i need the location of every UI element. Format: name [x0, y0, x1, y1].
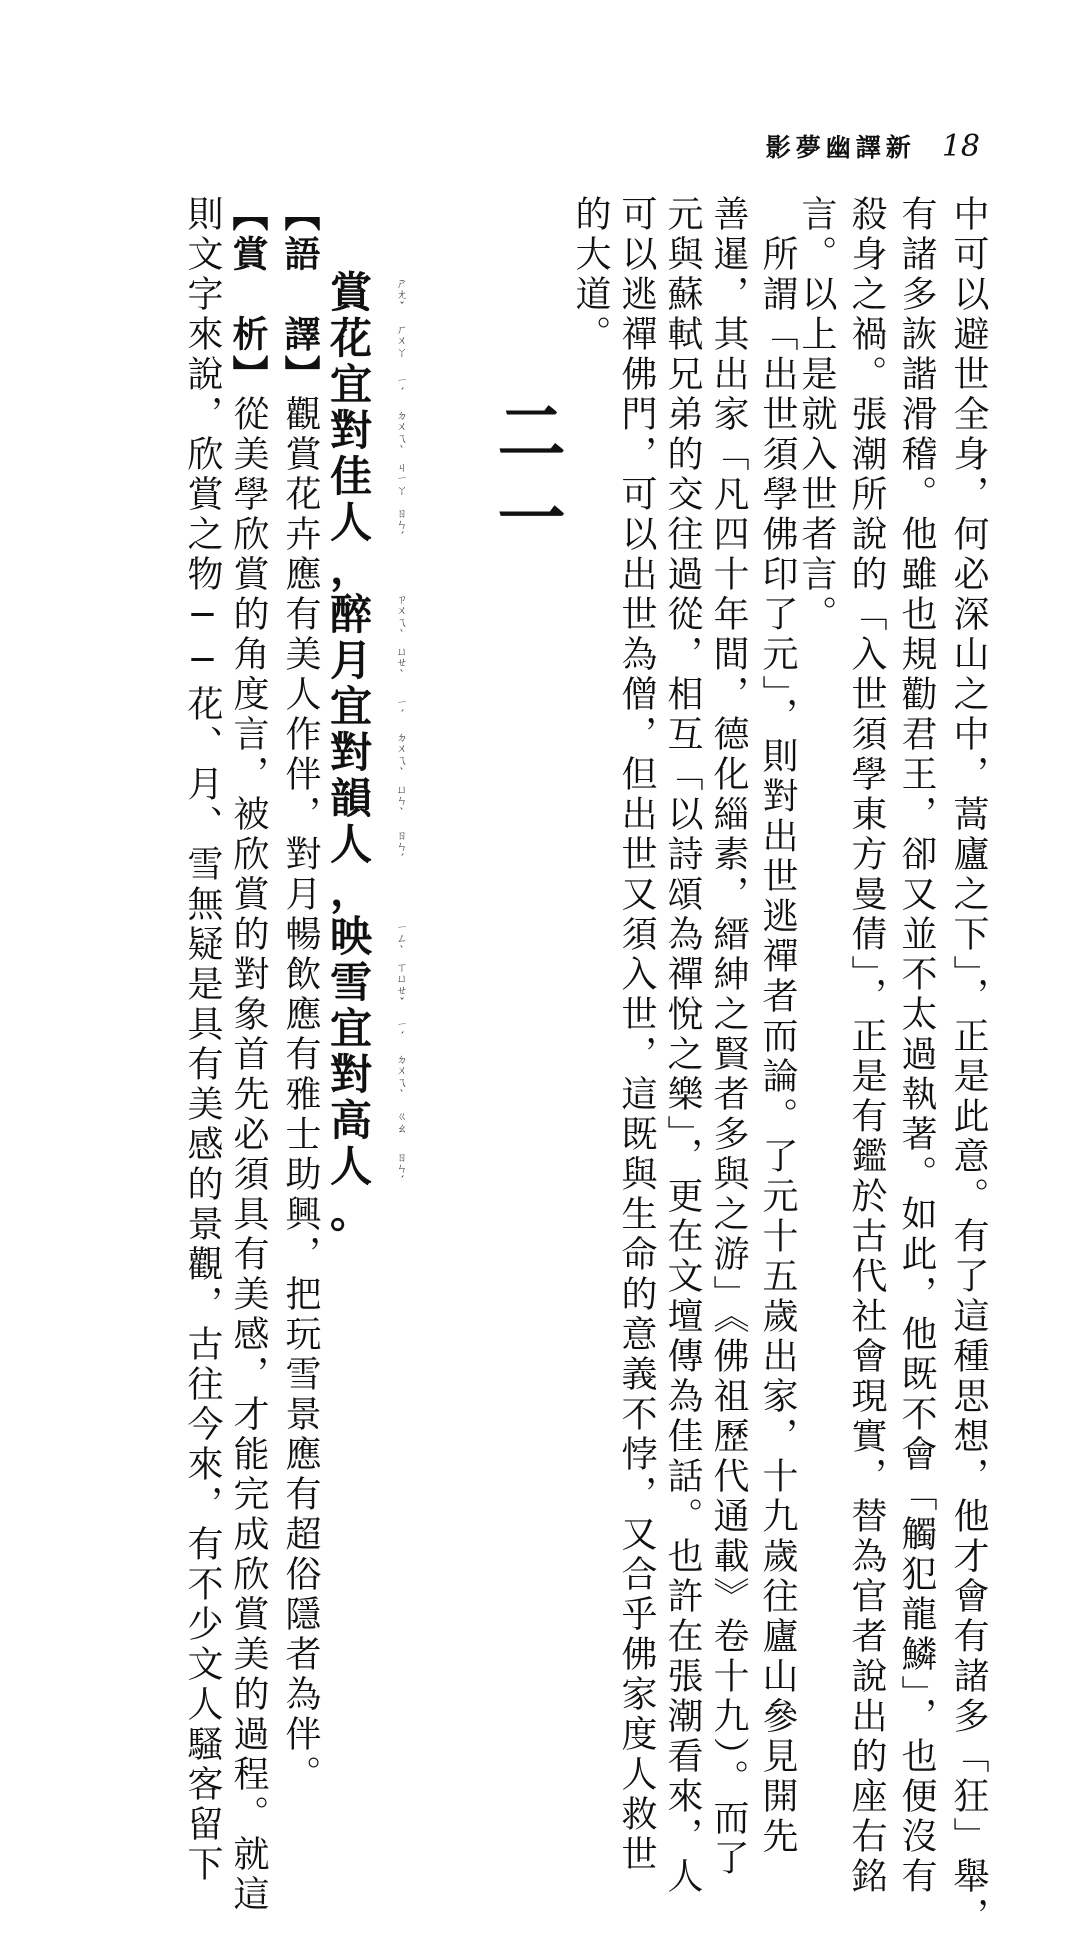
translation-text: 觀賞花卉應有美人作伴，對月暢飲應有雅士助興，把玩雪景應有超俗隱者為伴。: [280, 395, 321, 1795]
zhuyin-annotation: [392, 1192, 412, 1238]
prev-text-line: 善暹，其出家「凡四十年間，德化緇素，縉紳之賢者多與之游」《佛祖歷代通載》卷十九）。而了: [708, 195, 749, 1879]
verse-char: 佳: [330, 452, 373, 501]
zhuyin-annotation: ㄉ ㄨ ㄟ ˋ: [396, 408, 408, 457]
zhuyin-annotation: ㄧ ˊ: [396, 374, 408, 399]
prev-text-line: 殺身之禍。張潮所說的「入世須學東方曼倩」，正是有鑑於古代社會現實，替為官者說出的座右銘: [846, 195, 887, 1897]
zhuyin-annotation: ㄩ ㄝ ˋ: [396, 644, 408, 681]
verse-char: 韻: [330, 774, 373, 823]
verse-char: 月: [330, 636, 373, 685]
zhuyin-annotation: ㄏ ㄨ ㄚ: [396, 322, 408, 359]
verse-char: 高: [330, 1096, 373, 1145]
zhuyin-annotation: ㄒ ㄩ ㄝ ˇ: [396, 960, 408, 1009]
book-title: 影夢幽譯新: [765, 133, 916, 162]
zhuyin-annotation: ㄩ ㄣ ˋ: [396, 782, 408, 819]
zhuyin-annotation: [392, 870, 412, 916]
appreciation-line-2: 則文字來說，欣賞之物──花、月、雪無疑是具有美感的景觀，古往今來，有不少文人騷客留下: [182, 195, 223, 1885]
verse-char: ，: [330, 544, 373, 593]
prev-text-line: 中可以避世全身，何必深山之中，蒿廬之下」，正是此意。有了這種思想，他才會有諸多「狂」舉，: [948, 195, 989, 1937]
prev-text-line: 有諸多詼諧滑稽。他雖也規勸君王，卻又並不太過執著。如此，他既不會「觸犯龍鱗」，也便沒有: [896, 195, 937, 1897]
section-number: 二一: [486, 396, 566, 568]
verse-char: ，: [330, 866, 373, 915]
zhuyin-annotation: ㄖ ㄣ ˊ: [396, 506, 408, 543]
zhuyin-annotation: ㄐ ㄧ ㄚ: [396, 460, 408, 497]
prev-text-line: 的大道。: [570, 195, 611, 355]
prev-text-line: 言。以上是就入世者言。: [796, 195, 837, 635]
verse-char: 花: [330, 314, 373, 363]
zhuyin-annotation: ㄖ ㄣ ˊ: [396, 1150, 408, 1187]
verse-char: 人: [330, 498, 373, 547]
verse-char: 醉: [330, 590, 373, 639]
zhuyin-annotation: ㄕ ㄤ ˇ: [396, 276, 408, 313]
zhuyin-annotation: ㄍ ㄠ: [396, 1110, 408, 1135]
zhuyin-annotation: ㄧ ˊ: [396, 696, 408, 721]
zhuyin-annotation: ㄉ ㄨ ㄟ ˋ: [396, 1052, 408, 1101]
zhuyin-annotation: ㄧ ˊ: [396, 1018, 408, 1043]
zhuyin-annotation: [392, 548, 412, 594]
prev-text-line: 元與蘇軾兄弟的交往過從，相互「以詩頌為禪悅之樂」，更在文壇傳為佳話。也許在張潮看來，人: [662, 195, 703, 1897]
page-number: 18: [941, 129, 980, 164]
appreciation-line-1: [227, 195, 269, 1915]
verse-char: 映: [330, 912, 373, 961]
verse-char: 對: [330, 406, 373, 455]
zhuyin-annotation: ㄗ ㄨ ㄟ ˋ: [396, 592, 408, 641]
appreciation-marker: 【賞 析】: [227, 195, 269, 395]
verse-char: 宜: [330, 1004, 373, 1053]
verse-char: 賞: [330, 268, 373, 317]
verse-char: 。: [330, 1188, 373, 1237]
verse-zhuyin: [392, 272, 412, 1238]
prev-text-line: 可以逃禪佛門，可以出世為僧，但出世又須入世，這既與生命的意義不悖，又合乎佛家度人救世: [616, 195, 657, 1875]
translation: [279, 195, 321, 1795]
appreciation-text: 從美學欣賞的角度言，被欣賞的對象首先必須具有美感，才能完成欣賞美的過程。就這: [228, 395, 269, 1915]
verse-char: 人: [330, 820, 373, 869]
verse-char: 對: [330, 1050, 373, 1099]
prev-text-line: 所謂「出世須學佛印了元」，則對出世逃禪者而論。了元十五歲出家，十九歲往廬山參見開先: [757, 195, 798, 1857]
zhuyin-annotation: ㄧ ㄥ ˋ: [396, 920, 408, 957]
verse-char: 宜: [330, 360, 373, 409]
verse-char: 雪: [330, 958, 373, 1007]
zhuyin-annotation: ㄖ ㄣ ˊ: [396, 828, 408, 865]
translation-marker: 【語 譯】: [279, 195, 321, 395]
verse-char: 對: [330, 728, 373, 777]
zhuyin-annotation: ㄉ ㄨ ㄟ ˋ: [396, 730, 408, 779]
verse-char: 人: [330, 1142, 373, 1191]
verse-char: 宜: [330, 682, 373, 731]
verse-original: [330, 270, 372, 1236]
running-header: [766, 128, 980, 164]
